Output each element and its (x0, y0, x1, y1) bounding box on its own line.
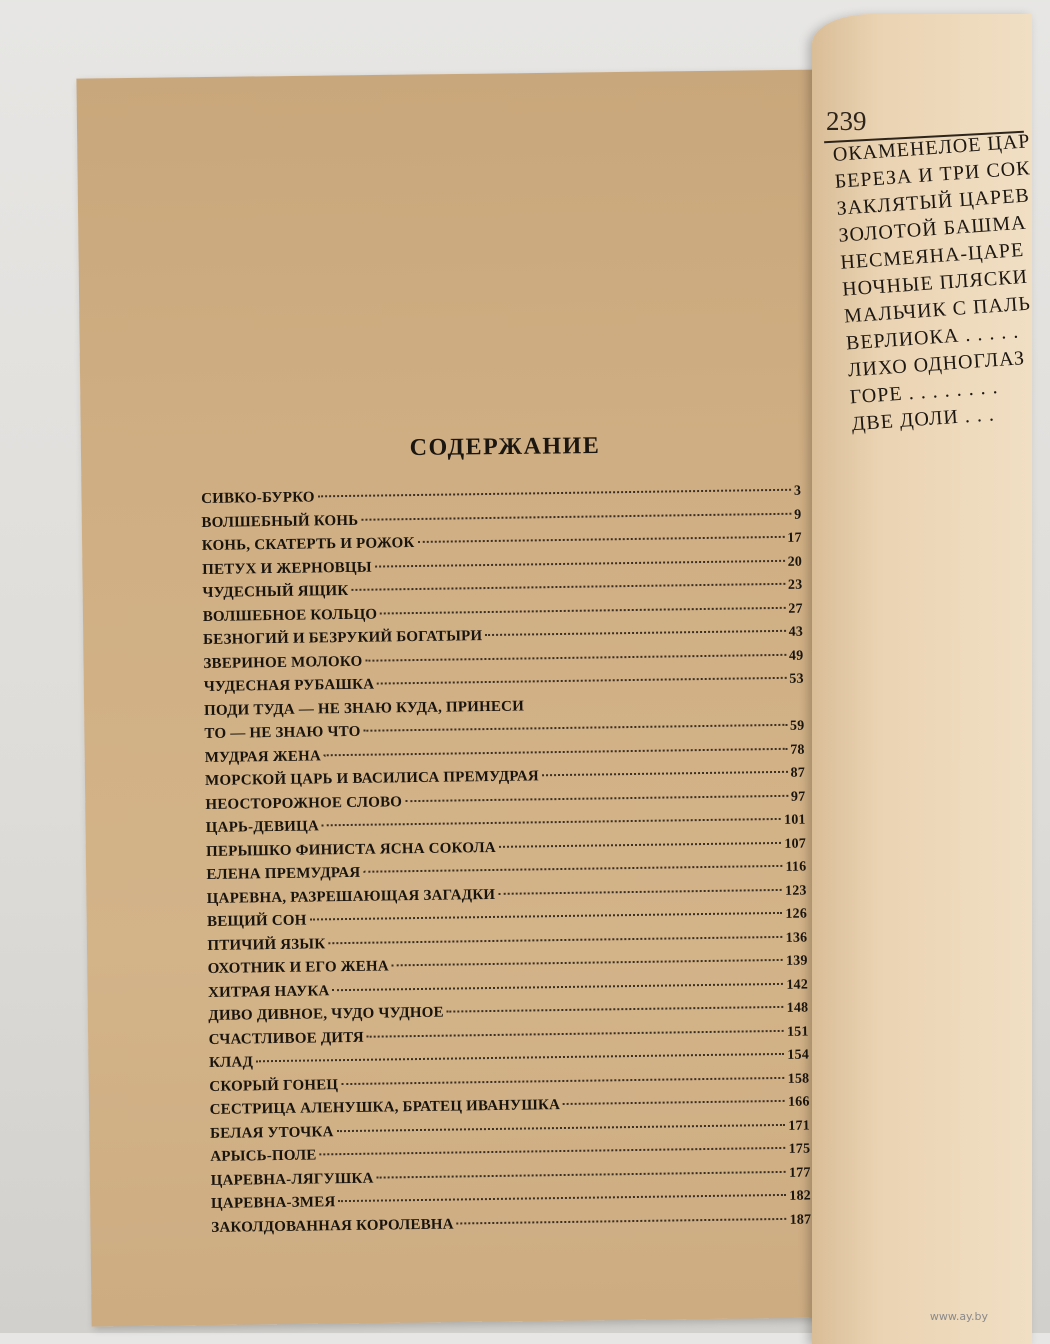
toc-entry-page: 142 (786, 977, 809, 993)
toc-entry-page: 59 (789, 718, 805, 734)
toc-entry-title: ЦАРЕВНА-ЛЯГУШКА (210, 1170, 374, 1189)
toc-entry-title: ХИТРАЯ НАУКА (207, 982, 330, 1001)
toc-entry-page: 151 (786, 1024, 809, 1040)
toc-entry-page: 116 (785, 859, 807, 875)
toc-entry-page: 23 (787, 577, 803, 593)
toc-entry-title: ЦАРЕВНА, РАЗРЕШАЮЩАЯ ЗАГАДКИ (206, 886, 496, 907)
toc-entry-page: 166 (787, 1094, 810, 1110)
toc-dot-leader (498, 888, 782, 894)
toc-dot-leader (563, 1100, 785, 1105)
toc-entry-title: СИВКО-БУРКО (201, 489, 315, 507)
toc-dot-leader (320, 1147, 786, 1156)
toc-dot-leader (338, 1194, 786, 1202)
toc-entry-title: МОРСКОЙ ЦАРЬ И ВАСИЛИСА ПРЕМУДРАЯ (204, 768, 539, 789)
toc-entry-page: 139 (785, 953, 808, 969)
right-toc-list (832, 128, 1050, 438)
toc-dot-leader (322, 818, 781, 826)
toc-entry-title: ЗАКОЛДОВАННАЯ КОРОЛЕВНА (211, 1216, 454, 1236)
right-toc-item: БЕРЕЗА И ТРИ СОК (834, 157, 1032, 193)
toc-dot-leader (324, 747, 787, 755)
toc-entry-page: 107 (784, 836, 807, 852)
toc-dot-leader (318, 489, 791, 498)
toc-dot-leader (377, 1170, 786, 1178)
toc-dot-leader (351, 583, 785, 591)
toc-entry-title: ПОДИ ТУДА — НЕ ЗНАЮ КУДА, ПРИНЕСИ (203, 698, 525, 719)
toc-entry-page: 87 (790, 765, 806, 781)
toc-list (201, 480, 811, 1240)
toc-entry-title: ЧУДЕСНАЯ РУБАШКА (203, 676, 375, 695)
watermark: www.ay.by (929, 1310, 988, 1323)
toc-dot-leader (377, 677, 786, 685)
toc-dot-leader (341, 1076, 784, 1084)
toc-dot-leader (485, 630, 785, 636)
toc-entry-title: БЕЗНОГИЙ И БЕЗРУКИЙ БОГАТЫРИ (203, 628, 483, 648)
toc-dot-leader (375, 559, 785, 567)
toc-entry-title: ОХОТНИК И ЕГО ЖЕНА (207, 958, 389, 977)
toc-entry-title: ПТИЧИЙ ЯЗЫК (207, 935, 326, 954)
toc-dot-leader (328, 935, 782, 943)
toc-dot-leader (542, 771, 788, 776)
toc-entry-page: 126 (785, 906, 808, 922)
toc-dot-leader (417, 536, 784, 543)
right-toc-item: ЛИХО ОДНОГЛАЗ (847, 347, 1026, 382)
right-toc-item: ДВЕ ДОЛИ . . . (850, 403, 996, 436)
toc-dot-leader (363, 865, 782, 873)
right-toc-item: ЗОЛОТОЙ БАШМА (837, 211, 1028, 247)
toc-entry-page: 177 (788, 1165, 811, 1181)
toc-entry-page: 17 (787, 530, 802, 546)
toc-heading: СОДЕРЖАНИЕ (409, 433, 601, 461)
toc-dot-leader (310, 912, 783, 921)
toc-dot-leader (365, 653, 786, 661)
toc-dot-leader (367, 1029, 784, 1037)
right-page-number: 239 (826, 106, 867, 136)
toc-entry-title: КЛАД (208, 1054, 254, 1071)
toc-entry-page: 158 (787, 1071, 810, 1087)
toc-dot-leader (361, 512, 791, 520)
toc-entry-page: 136 (785, 930, 808, 946)
toc-entry-title: БЕЛАЯ УТОЧКА (209, 1123, 334, 1142)
toc-dot-leader (332, 982, 783, 990)
toc-dot-leader (364, 724, 787, 732)
right-toc-item: ГОРЕ . . . . . . . . (849, 376, 1000, 409)
toc-dot-leader (447, 1006, 784, 1013)
right-book-page (812, 14, 1032, 1344)
toc-entry-title: ВОЛШЕБНОЕ КОЛЬЦО (202, 606, 378, 625)
toc-entry-title: ВОЛШЕБНЫЙ КОНЬ (201, 512, 359, 531)
toc-entry-page: 187 (789, 1212, 812, 1228)
toc-entry-title: СЕСТРИЦА АЛЕНУШКА, БРАТЕЦ ИВАНУШКА (209, 1097, 561, 1118)
toc-entry-title: ТО — НЕ ЗНАЮ ЧТО (204, 723, 361, 742)
toc-dot-leader (405, 794, 788, 801)
toc-dot-leader (392, 959, 783, 966)
right-toc-item: НОЧНЫЕ ПЛЯСКИ (841, 265, 1029, 301)
toc-entry-page: 123 (784, 883, 807, 899)
right-toc-item: МАЛЬЧИК С ПАЛЬ (843, 292, 1032, 328)
toc-entry-title: ЕЛЕНА ПРЕМУДРАЯ (206, 864, 361, 883)
toc-entry-page: 175 (788, 1141, 811, 1157)
toc-entry-page: 101 (783, 812, 806, 828)
toc-entry-title: ЦАРЬ-ДЕВИЦА (205, 818, 320, 836)
toc-entry-page: 27 (788, 601, 803, 617)
toc-entry-title: ЦАРЕВНА-ЗМЕЯ (210, 1194, 336, 1212)
right-toc-item: ЗАКЛЯТЫЙ ЦАРЕВ (835, 184, 1031, 220)
toc-entry-page: 182 (789, 1188, 812, 1204)
toc-dot-leader (457, 1217, 787, 1224)
toc-dot-leader (337, 1123, 786, 1131)
toc-entry-title: МУДРАЯ ЖЕНА (204, 747, 322, 766)
toc-entry-title: ЗВЕРИНОЕ МОЛОКО (203, 653, 363, 672)
toc-entry-page: 3 (793, 483, 802, 499)
toc-entry-title: ДИВО ДИВНОЕ, ЧУДО ЧУДНОЕ (208, 1004, 444, 1024)
toc-dot-leader (380, 606, 785, 614)
right-toc-item: ОКАМЕНЕЛОЕ ЦАР (832, 130, 1032, 166)
toc-dot-leader (499, 841, 782, 847)
toc-entry-title: ПЕТУХ И ЖЕРНОВЦЫ (202, 559, 372, 578)
toc-entry-title: ВЕЩИЙ СОН (206, 912, 307, 930)
right-toc-item: НЕСМЕЯНА-ЦАРЕ (839, 238, 1025, 274)
toc-entry-title: СЧАСТЛИВОЕ ДИТЯ (208, 1029, 364, 1048)
toc-dot-leader (256, 1053, 784, 1062)
toc-entry-title: СКОРЫЙ ГОНЕЦ (209, 1076, 339, 1095)
toc-entry-page: 171 (788, 1118, 811, 1134)
toc-entry-page: 154 (787, 1047, 810, 1063)
toc-entry-title: ПЕРЫШКО ФИНИСТА ЯСНА СОКОЛА (205, 839, 496, 860)
toc-entry-page: 97 (790, 789, 806, 805)
toc-dot-leader (527, 702, 801, 706)
toc-entry-page: 9 (794, 507, 802, 523)
right-toc-item: ВЕРЛИОКА . . . . . (845, 320, 1020, 355)
toc-entry-page: 148 (786, 1000, 809, 1016)
toc-entry-page: 43 (788, 624, 804, 640)
toc-entry-title: АРЫСЬ-ПОЛЕ (210, 1147, 317, 1165)
toc-entry-page: 49 (788, 648, 804, 664)
toc-entry-title: КОНЬ, СКАТЕРТЬ И РОЖОК (201, 535, 415, 554)
toc-entry-page: 20 (787, 554, 803, 570)
toc-entry-title: ЧУДЕСНЫЙ ЯЩИК (202, 582, 349, 601)
toc-entry-page: 78 (790, 742, 805, 758)
toc-entry-title: НЕОСТОРОЖНОЕ СЛОВО (205, 793, 403, 813)
toc-entry-page: 53 (789, 671, 804, 687)
